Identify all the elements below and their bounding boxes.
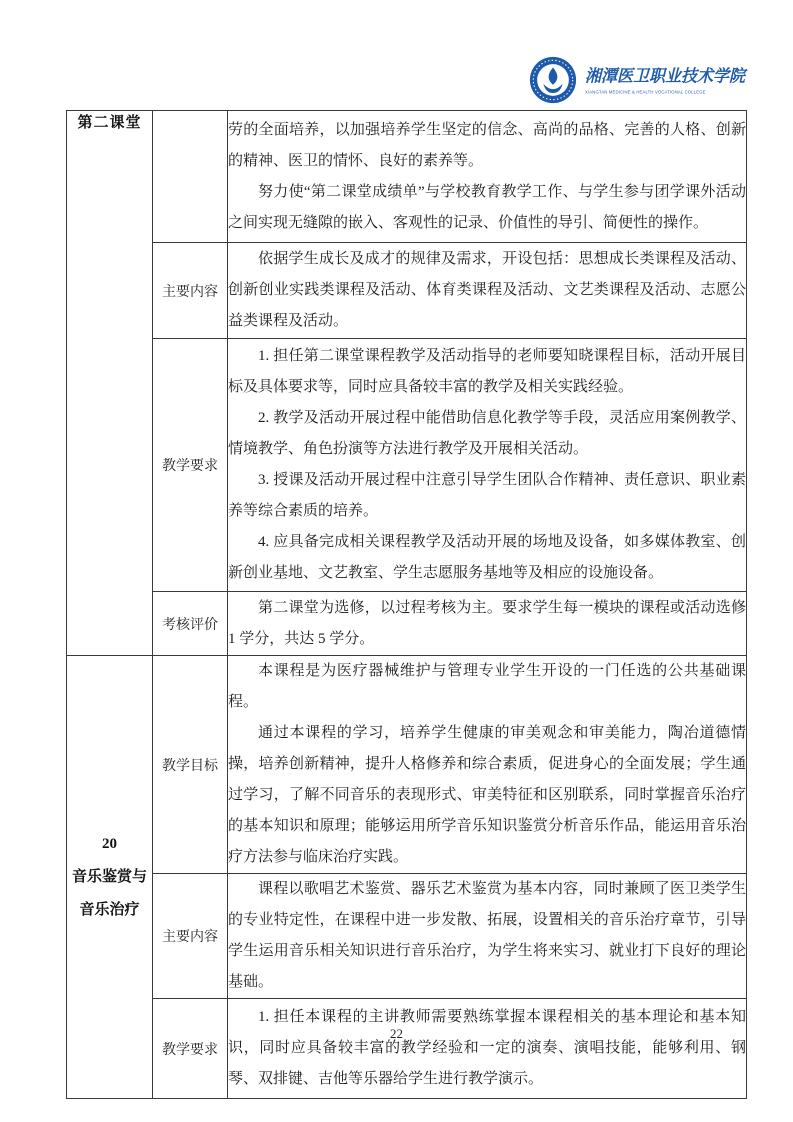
row-content-cell <box>228 111 747 243</box>
college-name-chinese: 湘潭医卫职业技术学院 <box>585 67 746 86</box>
content-paragraph: 依据学生成长及成才的规律及需求，开设包括：思想成长类课程及活动、创新创业实践类课程及活动、体育类课程及活动、文艺类课程及活动、志愿公益类课程及活动。 <box>228 251 746 329</box>
course-name-line: 音乐鉴赏与 <box>71 868 147 885</box>
content-paragraph: 1. 担任第二课堂课程教学及活动指导的老师要知晓课程目标，活动开展目标及具体要求等，同时应具备较丰富的教学及相关实践经验。 <box>228 348 746 395</box>
content-paragraph: 3. 授课及活动开展过程中注意引导学生团队合作精神、责任意识、职业素养等综合素质的培养。 <box>228 472 746 519</box>
row-label-cell <box>153 111 228 243</box>
content-paragraph: 第二课堂为选修，以过程考核为主。要求学生每一模块的课程或活动选修 1 学分，共达 5 学分。 <box>228 599 746 647</box>
row-content-cell <box>228 339 747 592</box>
row-content-cell <box>228 592 747 656</box>
row-content-cell <box>228 243 747 339</box>
row-label-cell: 主要内容 <box>153 243 228 339</box>
college-logo-text <box>585 63 793 98</box>
row-label-cell: 教学目标 <box>153 656 228 874</box>
table-row <box>67 874 747 999</box>
college-emblem-icon <box>528 55 578 105</box>
table-row <box>67 111 747 243</box>
course-name: 第二课堂 <box>77 115 142 131</box>
table-row <box>67 592 747 656</box>
course-name-line: 音乐治疗 <box>79 901 140 918</box>
page-number: 22 <box>390 1026 403 1041</box>
content-paragraph: 本课程是为医疗器械维护与管理专业学生开设的一门任选的公共基础课程。 <box>228 663 746 710</box>
college-name-english: XIANGTAN MEDICINE & HEALTH VOCATIONAL COLLEGE <box>585 89 706 95</box>
table-row <box>67 656 747 874</box>
content-paragraph: 劳的全面培养，以加强培养学生坚定的信念、高尚的品格、完善的人格、创新的精神、医卫的情怀、良好的素养等。 <box>228 121 746 169</box>
row-label-cell: 教学要求 <box>153 999 228 1099</box>
content-paragraph: 努力使“第二课堂成绩单”与学校教育教学工作、与学生参与团学课外活动之间实现无缝隙的嵌入、客观性的记录、价值性的导引、简便性的操作。 <box>228 183 746 231</box>
content-paragraph: 4. 应具备完成相关课程教学及活动开展的场地及设备，如多媒体教室、创新创业基地、文艺教室、学生志愿服务基地等及相应的设施设备。 <box>228 534 746 581</box>
college-logo <box>528 55 793 105</box>
row-label-cell: 主要内容 <box>153 874 228 999</box>
table-row <box>67 999 747 1099</box>
row-content-cell <box>228 874 747 999</box>
row-content-cell <box>228 999 747 1099</box>
table-row <box>67 243 747 339</box>
row-label-cell: 考核评价 <box>153 592 228 656</box>
course-label-cell <box>67 111 153 656</box>
table-row <box>67 339 747 592</box>
row-label-cell: 教学要求 <box>153 339 228 592</box>
row-content-cell <box>228 656 747 874</box>
content-paragraph: 通过本课程的学习，培养学生健康的审美观念和审美能力，陶冶道德情操，培养创新精神，提升人格修养和综合素质，促进身心的全面发展；学生通过学习，了解不同音乐的表现形式、审美特征和区别联系，同时掌握音乐治疗的基本知识和原理；能够运用所学音乐知识鉴赏分析音乐作品，能运用音乐治疗方法参与临床治疗实践。 <box>228 725 746 865</box>
content-paragraph: 2. 教学及活动开展过程中能借助信息化教学等手段，灵活应用案例教学、情境教学、角色扮演等方法进行教学及开展相关活动。 <box>228 410 746 457</box>
course-syllabus-table <box>66 110 747 1099</box>
content-paragraph: 课程以歌唱艺术鉴赏、器乐艺术鉴赏为基本内容，同时兼顾了医卫类学生的专业特定性，在课程中进一步发散、拓展，设置相关的音乐治疗章节，引导学生运用音乐相关知识进行音乐治疗，为学生将来实习、就业打下良好的理论基础。 <box>228 881 746 990</box>
course-number: 20 <box>102 835 117 852</box>
content-paragraph: 1. 担任本课程的主讲教师需要熟练掌握本课程相关的基本理论和基本知识，同时应具备较丰富的教学经验和一定的演奏、演唱技能，能够利用、钢琴、双排键、吉他等乐器给学生进行教学演示。 <box>228 1009 746 1087</box>
